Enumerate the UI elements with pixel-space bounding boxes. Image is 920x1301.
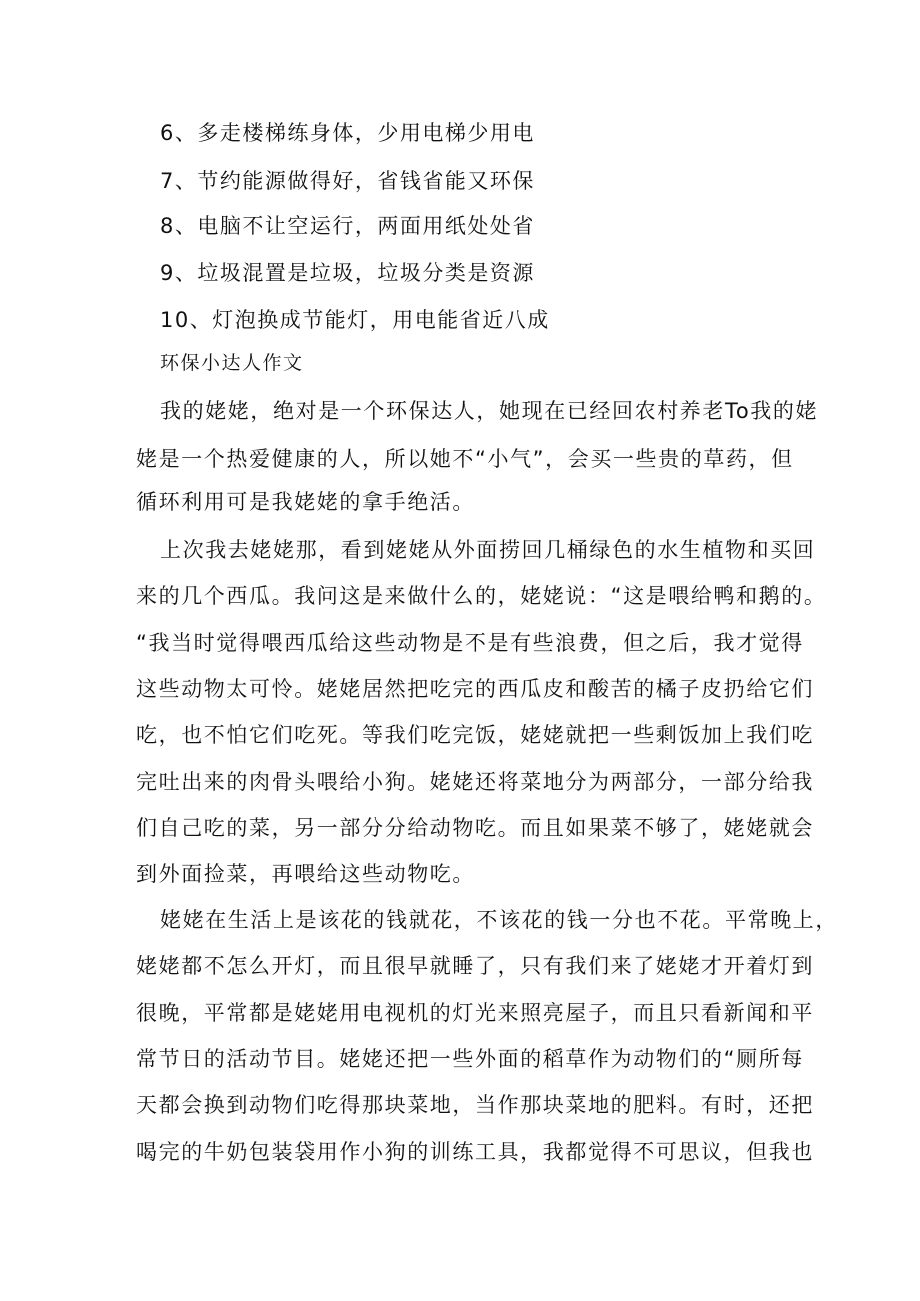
paragraph-2-line: 完吐出来的肉骨头喂给小狗。姥姥还将菜地分为两部分，一部分给我 [136,770,814,794]
paragraph-2-line: 来的几个西瓜。我问这是来做什么的，姥姥说：“这是喂给鸭和鹅的。 [136,584,827,608]
paragraph-3-line: 很晚，平常都是姥姥用电视机的灯光来照亮屋子，而且只看新闻和平 [136,1001,814,1025]
paragraph-3-line: 姥姥都不怎么开灯，而且很早就睡了，只有我们来了姥姥才开着灯到 [136,954,814,978]
paragraph-3-line: 天都会换到动物们吃得那块菜地，当作那块菜地的肥料。有时，还把 [136,1093,814,1117]
slogan-item-9: 9、垃圾混置是垃圾，垃圾分类是资源 [160,261,535,285]
paragraph-2-line: 到外面捡菜，再喂给这些动物吃。 [136,862,475,886]
paragraph-1-line: 我的姥姥，绝对是一个环保达人，她现在已经回农村养老To我的姥 [160,399,819,423]
paragraph-2-line: “我当时觉得喂西瓜给这些动物是不是有些浪费，但之后，我才觉得 [136,631,804,655]
slogan-item-10: 10、灯泡换成节能灯，用电能省近八成 [160,308,550,332]
paragraph-2-line: 们自己吃的菜，另一部分分给动物吃。而且如果菜不够了，姥姥就会 [136,816,814,840]
paragraph-1-line: 姥是一个热爱健康的人，所以她不“小气”，会买一些贵的草药，但 [136,447,794,471]
paragraph-2-line: 这些动物太可怜。姥姥居然把吃完的西瓜皮和酸苦的橘子皮扔给它们 [136,677,814,701]
essay-title: 环保小达人作文 [160,352,304,374]
paragraph-1-line: 循环利用可是我姥姥的拿手绝活。 [136,490,475,514]
slogan-item-8: 8、电脑不让空运行，两面用纸处处省 [160,214,535,238]
slogan-item-7: 7、节约能源做得好，省钱省能又环保 [160,169,535,193]
slogan-item-6: 6、多走楼梯练身体，少用电梯少用电 [160,121,535,145]
paragraph-3-line: 常节日的活动节目。姥姥还把一些外面的稻草作为动物们的“厕所每 [136,1047,804,1071]
paragraph-3-line: 喝完的牛奶包装袋用作小狗的训练工具，我都觉得不可思议，但我也 [136,1140,814,1164]
paragraph-3-line: 姥姥在生活上是该花的钱就花，不该花的钱一分也不花。平常晚上， [160,908,838,932]
paragraph-2-line: 上次我去姥姥那，看到姥姥从外面捞回几桶绿色的水生植物和买回 [160,538,816,562]
paragraph-2-line: 吃，也不怕它们吃死。等我们吃完饭，姥姥就把一些剩饭加上我们吃 [136,723,814,747]
